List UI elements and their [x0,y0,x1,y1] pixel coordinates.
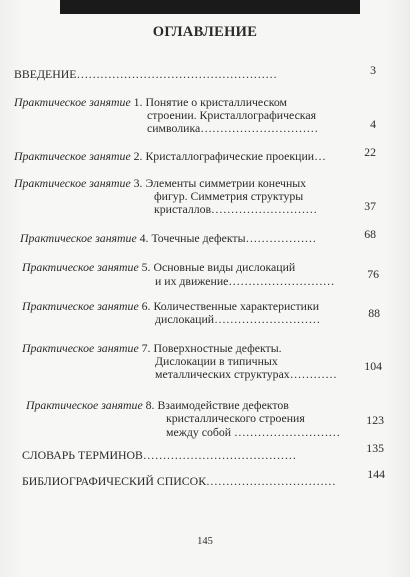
toc-entry-text: БИБЛИОГРАФИЧЕСКИЙ СПИСОК…………………………… [22,474,336,488]
toc-entry-text: дислокаций……………………… [155,312,321,326]
toc-entry-text: фигур. Симметрия структуры [154,189,304,203]
toc-entry-text: кристаллического строения [166,411,305,425]
toc-entry-introduction [14,68,277,82]
toc-entry-text: 6. Количественные характеристики [141,299,320,313]
top-dark-band [60,0,360,14]
toc-entry-text: символика………………………… [147,121,319,135]
toc-entry-lesson-2 [14,150,326,164]
toc-entry-lesson-3-line3 [154,203,317,217]
toc-page-number: 123 [366,413,384,427]
toc-entry-text: кристаллов……………………… [154,202,318,216]
toc-entry-text: 7. Поверхностные дефекты. [141,341,282,355]
toc-page-number: 76 [367,267,379,281]
toc-entry-prefix: Практическое занятие [26,398,143,412]
toc-title: ОГЛАВЛЕНИЕ [152,24,258,40]
toc-entry-prefix: Практическое занятие [14,149,131,163]
toc-page-number: 22 [364,145,376,159]
toc-page-number: 68 [364,227,376,241]
toc-page-number: 88 [368,306,380,320]
toc-entry-prefix: Практическое занятие [14,176,131,190]
toc-entry-lesson-5-line2 [155,275,335,289]
toc-entry-prefix: Практическое занятие [22,260,139,274]
toc-entry-text: ВВЕДЕНИЕ…………………………………………… [14,67,277,81]
toc-entry-prefix: Практическое занятие [14,95,131,109]
toc-entry-text: Дислокации в типичных [155,354,278,368]
toc-entry-lesson-7-line3 [155,368,337,382]
toc-entry-lesson-6-line2 [155,313,320,327]
toc-entry-prefix: Практическое занятие [20,231,137,245]
toc-entry-text: 5. Основные виды дислокаций [141,260,296,274]
toc-entry-lesson-1-line3 [147,122,318,136]
toc-entry-glossary [22,449,296,463]
toc-entry-text: СЛОВАРЬ ТЕРМИНОВ………………………………… [22,448,297,462]
toc-entry-bibliography [22,475,336,489]
toc-entry-text: между собой ……………………… [166,425,341,439]
toc-entry-text: 4. Точечные дефекты……………… [139,231,317,245]
toc-entry-text: и их движение……………………… [155,274,335,288]
toc-page-number: 4 [370,117,376,131]
toc-page-number: 3 [370,63,376,77]
toc-entry-text: строении. Кристаллографическая [147,108,317,122]
toc-entry-prefix: Практическое занятие [22,299,139,313]
toc-entry-lesson-8-line2 [166,412,305,426]
toc-entry-text: 1. Понятие о кристаллическом [133,95,287,109]
toc-entry-lesson-4 [20,232,316,246]
toc-entry-text: металлических структурах………… [155,367,337,381]
toc-page-number: 37 [364,199,376,213]
toc-page-number: 104 [364,359,382,373]
toc-page-number: 144 [367,467,385,481]
toc-entry-lesson-8-line3 [166,426,340,440]
toc-page-number: 135 [366,441,384,455]
toc-entry-prefix: Практическое занятие [22,341,139,355]
toc-entry-text: 2. Кристаллографические проекции… [133,149,326,163]
toc-entry-lesson-5 [22,261,295,275]
footer-page-number: 145 [197,536,213,547]
toc-entry-text: 3. Элементы симметрии конечных [133,176,307,190]
toc-entry-text: 8. Взаимодействие дефектов [145,398,289,412]
